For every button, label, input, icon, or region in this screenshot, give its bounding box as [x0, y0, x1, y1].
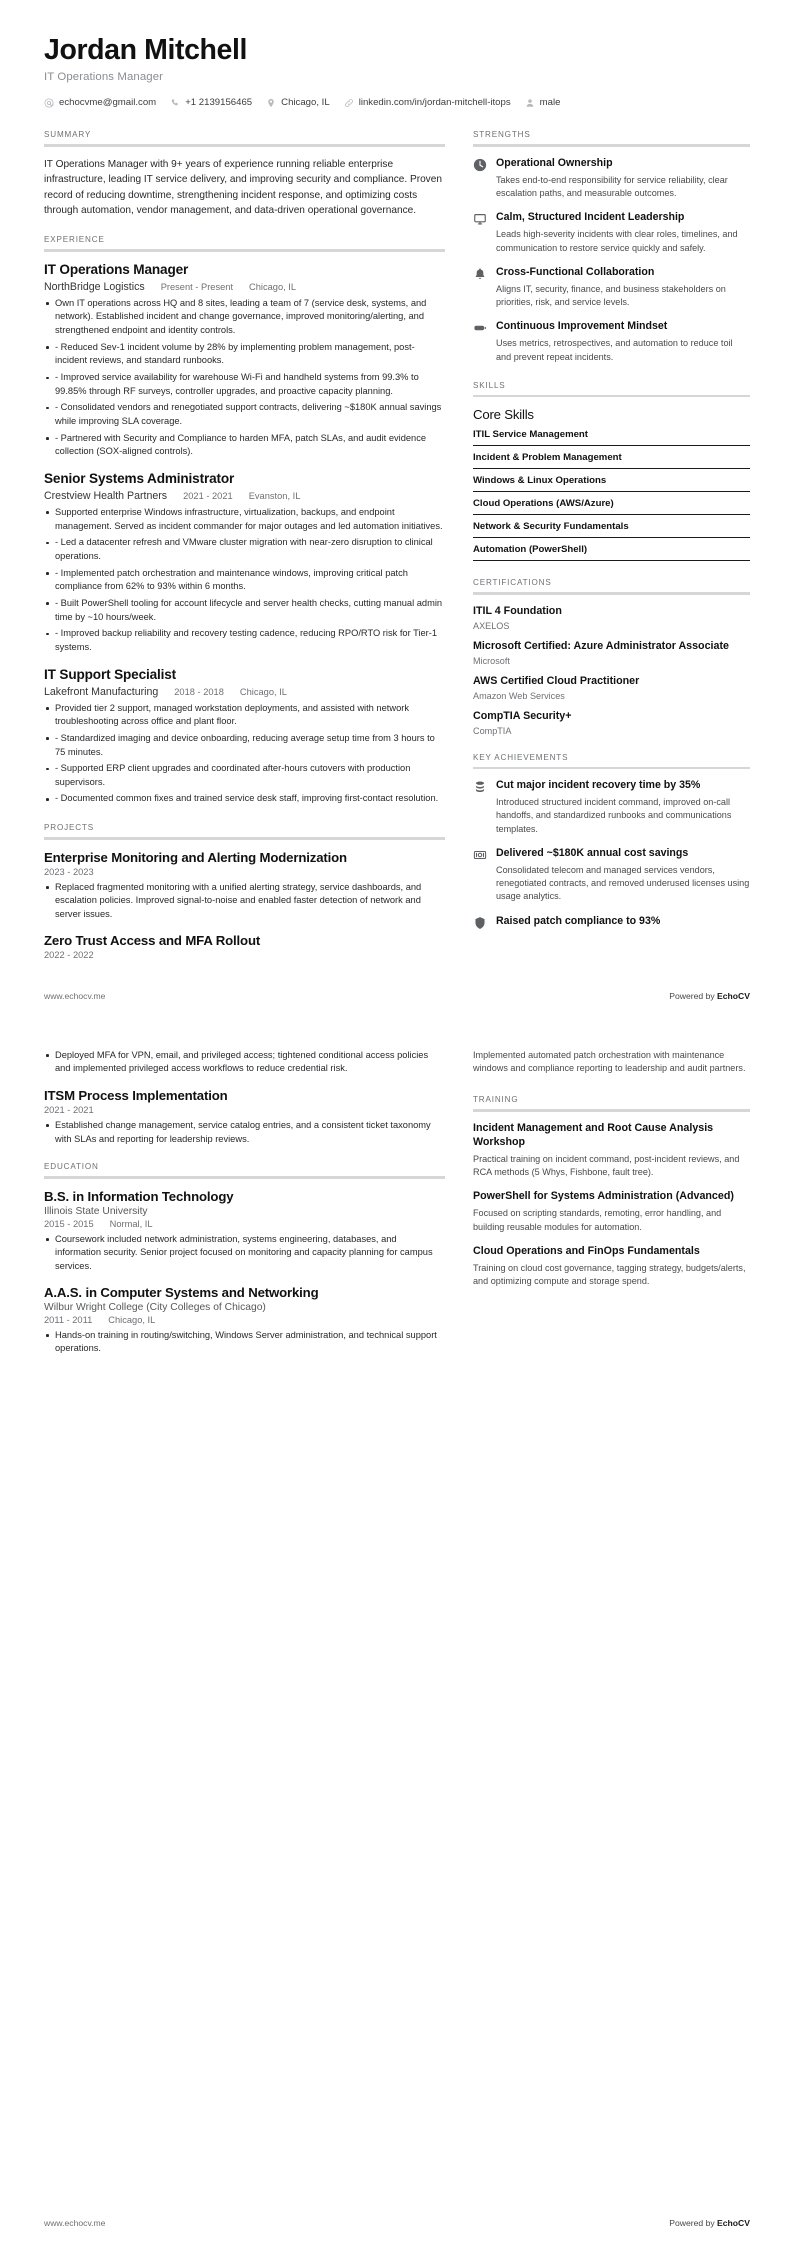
strength-title: Continuous Improvement Mindset [496, 320, 668, 333]
person-icon [525, 98, 535, 108]
page1-columns [44, 130, 750, 976]
training-item [473, 1190, 750, 1234]
training-title: Cloud Operations and FinOps Fundamentals [473, 1244, 700, 1257]
footer-brand [669, 2218, 750, 2228]
section-skills [473, 381, 750, 562]
bullet: Own IT operations across HQ and 8 sites, leading a team of 7 (service desk, systems, and network). Established incident and change governance, improved monitoring/alerting, and strengthened endpoint and identity controls. [44, 297, 445, 338]
contact-location [266, 97, 330, 108]
strength-desc: Leads high-severity incidents with clear roles, timelines, and communication to restore service quickly and safely. [496, 229, 738, 253]
divider [473, 1109, 750, 1112]
certification-issuer: AXELOS [473, 620, 510, 631]
training-desc: Training on cloud cost governance, tagging strategy, budgets/alerts, and optimizing compute and storage spend. [473, 1262, 746, 1287]
job-meta [44, 686, 445, 698]
footer-powered-brand: EchoCV [717, 990, 750, 1001]
bullet: - Reduced Sev-1 incident volume by 28% by implementing problem management, post-incident reviews, and standard runbooks. [44, 341, 445, 368]
section-certifications [473, 578, 750, 735]
education-dates: 2011 - 2011 [44, 1314, 93, 1325]
section-summary-title: SUMMARY [44, 130, 92, 140]
resume-page-2 [0, 1039, 794, 2246]
right-column [473, 130, 750, 946]
bullet: Coursework included network administration, systems engineering, databases, and information security. Senior project focused on monitoring and capacity planning for campus services. [44, 1233, 445, 1274]
bullet: Provided tier 2 support, managed workstation deployments, and assisted with network troubleshooting across office and plant floor. [44, 702, 445, 729]
bullet: Established change management, service catalog entries, and a consistent ticket taxonomy with SLAs and reporting for leadership reviews. [44, 1119, 445, 1146]
certification-issuer: Microsoft [473, 655, 510, 666]
bullet: - Improved service availability for warehouse Wi-Fi and handheld systems from 99.3% to 99.85% through RF surveys, controller upgrades, and proactive capacity planning. [44, 371, 445, 398]
job-dates: 2018 - 2018 [174, 686, 224, 697]
bullet: Deployed MFA for VPN, email, and privileged access; tightened conditional access policies and implemented privileged access workflows to reduce credential risk. [44, 1049, 445, 1076]
monitor-icon [473, 212, 487, 226]
bullet: - Improved backup reliability and recovery testing cadence, reducing RPO/RTO risk for Tier-1 systems. [44, 627, 445, 654]
project-dates: 2023 - 2023 [44, 866, 94, 877]
bullet: - Supported ERP client upgrades and coordinated after-hours cutovers with production supervisors. [44, 762, 445, 789]
bullet: - Documented common fixes and trained service desk staff, improving first-contact resolution. [44, 792, 445, 806]
strength-desc: Aligns IT, security, finance, and business stakeholders on priorities, risk, and service levels. [496, 283, 726, 308]
contact-phone[interactable] [170, 97, 252, 108]
certification-issuer: CompTIA [473, 725, 512, 736]
job-dates: 2021 - 2021 [183, 490, 233, 501]
achievement-desc: Consolidated telecom and managed services vendors, renegotiated contracts, and removed underused licenses using usage analytics. [496, 864, 750, 902]
achievement-title: Raised patch compliance to 93% [496, 914, 661, 927]
project-dates: 2021 - 2021 [44, 1104, 94, 1115]
job-title: Senior Systems Administrator [44, 471, 235, 486]
section-training [473, 1095, 750, 1288]
divider [44, 837, 445, 840]
section-certifications-title: CERTIFICATIONS [473, 578, 552, 588]
divider [44, 249, 445, 252]
strength-item [473, 211, 750, 254]
skill-item: ITIL Service Management [473, 429, 750, 446]
footer-site[interactable]: www.echocv.me [44, 2218, 106, 2228]
phone-icon [170, 98, 180, 108]
project-title: ITSM Process Implementation [44, 1087, 228, 1103]
contact-gender [525, 97, 561, 108]
achievement-desc: Introduced structured incident command, improved on-call handoffs, and standardized runbooks and communications templates. [496, 796, 732, 834]
skill-item: Windows & Linux Operations [473, 475, 750, 492]
training-item [473, 1122, 750, 1180]
strength-desc: Takes end-to-end responsibility for service reliability, clear escalation paths, and measurable outcomes. [496, 174, 728, 199]
footer-powered-prefix: Powered by [669, 2218, 718, 2228]
certification-name: ITIL 4 Foundation [473, 604, 562, 617]
project-bullets [44, 1119, 445, 1146]
project-item [44, 850, 445, 922]
project-item [44, 933, 445, 960]
experience-item [44, 471, 445, 655]
training-desc: Practical training on incident command, post-incident reviews, and RCA methods (5 Whys, Fishbone, fault tree). [473, 1153, 740, 1177]
skill-item: Automation (PowerShell) [473, 544, 750, 561]
project-title: Enterprise Monitoring and Alerting Modernization [44, 849, 347, 865]
contact-email[interactable] [44, 97, 156, 108]
section-experience [44, 235, 445, 806]
job-meta [44, 281, 445, 293]
bullet: - Built PowerShell tooling for account lifecycle and server health checks, cutting manual admin time by ~10 hours/week. [44, 597, 445, 624]
divider [473, 395, 750, 398]
job-bullets [44, 702, 445, 807]
page2-columns [44, 1049, 750, 1373]
right-column-page2 [473, 1049, 750, 1306]
achievement-desc: Implemented automated patch orchestration with maintenance windows and compliance reporting to leadership and audit partners. [473, 1049, 746, 1073]
training-title: PowerShell for Systems Administration (Advanced) [473, 1190, 734, 1203]
achievement-item [473, 915, 750, 930]
certification-name: CompTIA Security+ [473, 709, 572, 722]
job-title: IT Support Specialist [44, 666, 177, 682]
section-training-title: TRAINING [473, 1095, 519, 1105]
bullet: - Partnered with Security and Compliance to harden MFA, patch SLAs, and audit evidence collection (SOX-aligned controls). [44, 432, 445, 459]
contact-email-text: echocvme@gmail.com [59, 97, 157, 109]
money-icon [473, 848, 487, 862]
divider [473, 767, 750, 770]
achievement-item [473, 847, 750, 904]
section-achievements-title: KEY ACHIEVEMENTS [473, 752, 569, 762]
divider [44, 1176, 445, 1179]
summary-text: IT Operations Manager with 9+ years of experience running reliable enterprise infrastructure, leading IT service delivery, and improving security and compliance. Proven record of reducing downtime, strengthening incident response, and optimizing costs through automation, vendor management, and data-driven operational governance. [44, 158, 442, 216]
achievement-title: Delivered ~$180K annual cost savings [496, 846, 689, 859]
job-location: Chicago, IL [249, 281, 297, 292]
section-projects [44, 823, 445, 959]
database-icon [473, 780, 487, 794]
education-degree: B.S. in Information Technology [44, 1188, 234, 1204]
skill-item: Network & Security Fundamentals [473, 521, 750, 538]
bullet: - Consolidated vendors and renegotiated support contracts, delivering ~$180K annual savings while improving SLA coverage. [44, 401, 445, 428]
left-column [44, 130, 445, 976]
education-item [44, 1285, 445, 1356]
section-achievements [473, 753, 750, 930]
clock-icon [473, 158, 487, 172]
bullet: Hands-on training in routing/switching, Windows Server administration, and technical support operations. [44, 1329, 445, 1356]
job-bullets [44, 506, 445, 655]
candidate-headline: IT Operations Manager [44, 71, 164, 84]
bullet: Replaced fragmented monitoring with a unified alerting strategy, service dashboards, and escalation policies. Improved signal-to-noise and enabled faster detection of network and server issues. [44, 881, 445, 922]
achievement-title: Cut major incident recovery time by 35% [496, 779, 701, 792]
contact-linkedin[interactable] [344, 97, 511, 108]
education-item [44, 1189, 445, 1274]
project-bullets-continued [44, 1049, 445, 1076]
certification-item [473, 675, 750, 701]
certification-name: Microsoft Certified: Azure Administrator Associate [473, 639, 729, 652]
bell-icon [473, 267, 487, 281]
training-title: Incident Management and Root Cause Analysis Workshop [473, 1121, 714, 1148]
contact-phone-text: +1 2139156465 [185, 97, 253, 109]
section-experience-title: EXPERIENCE [44, 235, 105, 245]
experience-item [44, 667, 445, 807]
footer-powered-prefix: Powered by [669, 990, 718, 1001]
contact-linkedin-text: linkedin.com/in/jordan-mitchell-itops [358, 97, 511, 109]
link-icon [344, 98, 354, 108]
job-meta [44, 490, 445, 502]
job-bullets [44, 297, 445, 459]
education-location: Normal, IL [109, 1218, 153, 1229]
contact-location-text: Chicago, IL [281, 97, 330, 109]
location-icon [266, 98, 276, 108]
job-location: Evanston, IL [248, 490, 301, 501]
education-bullets [44, 1233, 445, 1274]
strength-item [473, 266, 750, 309]
job-location: Chicago, IL [239, 686, 287, 697]
page1-footer [0, 991, 794, 1017]
job-title: IT Operations Manager [44, 261, 189, 277]
strength-item [473, 157, 750, 200]
strength-title: Calm, Structured Incident Leadership [496, 211, 685, 224]
shield-icon [473, 916, 487, 930]
section-skills-title: SKILLS [473, 380, 506, 390]
achievement-item [473, 779, 750, 836]
bullet: - Implemented patch orchestration and maintenance windows, improving critical patch compliance from 62% to 93% within 6 months. [44, 567, 445, 594]
education-location: Chicago, IL [108, 1314, 156, 1325]
contact-row [44, 97, 750, 108]
skills-heading: Core Skills [473, 407, 534, 423]
education-dates: 2015 - 2015 [44, 1218, 94, 1229]
education-meta [44, 1315, 445, 1325]
education-degree: A.A.S. in Computer Systems and Networking [44, 1284, 319, 1300]
divider [473, 144, 750, 147]
certification-item [473, 710, 750, 736]
email-icon [44, 98, 54, 108]
footer-powered-brand: EchoCV [717, 2218, 750, 2228]
skill-item: Cloud Operations (AWS/Azure) [473, 498, 750, 515]
education-meta [44, 1219, 445, 1229]
project-bullets [44, 881, 445, 922]
experience-item [44, 262, 445, 459]
project-title: Zero Trust Access and MFA Rollout [44, 932, 261, 948]
section-projects-title: PROJECTS [44, 823, 94, 833]
strength-title: Cross-Functional Collaboration [496, 265, 655, 278]
divider [44, 144, 445, 147]
section-summary [44, 130, 445, 218]
achievement-desc-continued [473, 1049, 750, 1076]
section-education-title: EDUCATION [44, 1162, 99, 1172]
job-company: NorthBridge Logistics [44, 280, 145, 293]
resume-header [44, 34, 750, 108]
bullet: - Led a datacenter refresh and VMware cluster migration with near-zero disruption to clinical operations. [44, 536, 445, 563]
job-company: Lakefront Manufacturing [44, 685, 159, 698]
job-dates: Present - Present [160, 281, 234, 292]
page2-footer [0, 2218, 794, 2228]
certification-issuer: Amazon Web Services [473, 690, 565, 701]
battery-icon [473, 321, 487, 335]
section-strengths-title: STRENGTHS [473, 130, 531, 140]
strength-desc: Uses metrics, retrospectives, and automation to reduce toil and prevent repeat incidents. [496, 338, 733, 362]
skill-item: Incident & Problem Management [473, 452, 750, 469]
section-education [44, 1162, 445, 1356]
contact-gender-text: male [539, 97, 561, 109]
certification-item [473, 605, 750, 631]
footer-site[interactable]: www.echocv.me [44, 990, 106, 1001]
training-desc: Focused on scripting standards, remoting, error handling, and building reusable modules for automation. [473, 1208, 722, 1232]
project-item [44, 1088, 445, 1146]
candidate-name: Jordan Mitchell [44, 34, 248, 66]
bullet: - Standardized imaging and device onboarding, reducing average setup time from 3 hours to 75 minutes. [44, 732, 445, 759]
page-break [0, 1017, 794, 1039]
strength-title: Operational Ownership [496, 156, 613, 169]
certification-item [473, 640, 750, 666]
job-company: Crestview Health Partners [44, 489, 168, 502]
strength-item [473, 320, 750, 363]
education-school: Illinois State University [44, 1205, 148, 1217]
section-strengths [473, 130, 750, 363]
resume-page-1 [0, 0, 794, 1017]
education-bullets [44, 1329, 445, 1356]
footer-brand [669, 991, 750, 1001]
training-item [473, 1245, 750, 1289]
education-school: Wilbur Wright College (City Colleges of Chicago) [44, 1301, 266, 1313]
bullet: Supported enterprise Windows infrastructure, virtualization, backups, and endpoint management. Served as incident commander for major outages and led automation initiatives. [44, 506, 445, 533]
certification-name: AWS Certified Cloud Practitioner [473, 674, 640, 687]
divider [473, 592, 750, 595]
project-dates: 2022 - 2022 [44, 949, 94, 960]
left-column-page2 [44, 1049, 445, 1373]
